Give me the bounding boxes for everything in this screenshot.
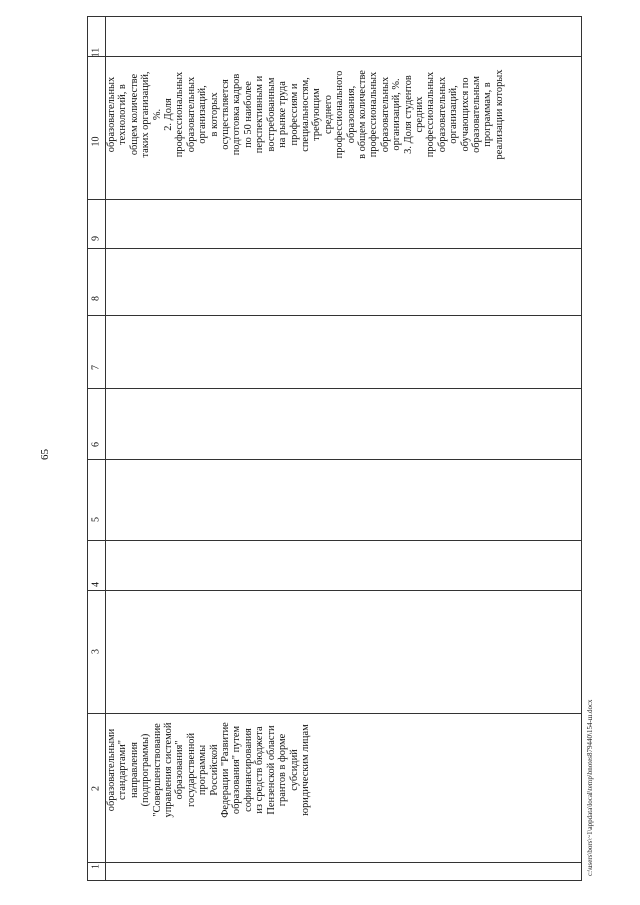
cell-text-line: образовательных — [436, 76, 448, 153]
cell-text-line: софинансирования — [242, 728, 254, 812]
cell-text-line: образования" — [174, 740, 186, 800]
column-divider — [87, 315, 582, 316]
cell-text-line: 3. Доля студентов — [402, 75, 414, 154]
cell-text-line: юридическим лицам — [299, 724, 311, 816]
cell-text-line: обучающихся по — [459, 77, 471, 152]
cell-text-line: в которых — [208, 92, 220, 137]
cell-text-line: Федерации "Развитие — [220, 722, 232, 818]
cell-text-line: востребованным — [265, 77, 277, 152]
cell-text-line: на рынке труда — [277, 81, 289, 148]
footer-file-path: c:\users\bors\~1\appdata\local\temp\bnotes879440\154-ш.docx — [586, 699, 594, 876]
cell-text-line: образовательных — [185, 76, 197, 153]
cell-text-line: таких организаций, — [140, 71, 152, 158]
column-divider — [87, 199, 582, 200]
column-divider — [87, 388, 582, 389]
cell-text-line: подготовка кадров — [231, 73, 243, 156]
page-number: 65 — [39, 449, 51, 460]
cell-text-line: из средств бюджета — [254, 726, 266, 814]
cell-text-line: программы — [197, 744, 209, 796]
cell-text-line: "Совершенствование — [151, 723, 163, 817]
cell-text-line: программам, в — [482, 82, 494, 147]
cell-text-line: образовательными — [106, 728, 117, 812]
cell-text-line: организаций, — [448, 85, 460, 144]
cell-text-line: 2. Доля — [163, 98, 175, 131]
table-border-top — [87, 16, 582, 17]
cell-text-line: профессиям и — [288, 83, 300, 146]
cell-text-line: специальностям, — [299, 77, 311, 152]
column-divider — [87, 248, 582, 249]
cell-text-line: среднего — [322, 95, 334, 134]
cell-text-line: реализации которых — [493, 69, 505, 160]
cell-text-line: общем количестве — [128, 73, 140, 156]
cell-text-line: по 50 наиболее — [242, 81, 254, 148]
cell-text-line: образовательных — [379, 76, 391, 153]
cell-text-line: в общем количестве — [356, 70, 368, 159]
cell-text-line: организаций, %. — [391, 78, 403, 151]
cell-text-line: профессионального — [334, 70, 346, 159]
column-10-cell-text — [106, 44, 505, 185]
cell-text-line: управления системой — [163, 722, 175, 818]
cell-text-line: %. — [151, 108, 163, 121]
cell-text-line: профессиональных — [425, 71, 437, 158]
column-divider — [87, 590, 582, 591]
column-divider — [87, 540, 582, 541]
cell-text-line: субсидий — [288, 749, 300, 791]
table-border-left — [87, 16, 88, 881]
cell-text-line: профессиональных — [174, 71, 186, 158]
column-2-cell-text — [106, 700, 311, 840]
cell-text-line: Российской — [208, 744, 220, 796]
cell-text-line: образования" путем — [231, 725, 243, 815]
cell-text-line: средних — [413, 96, 425, 133]
cell-text-line: грантов в форме — [277, 733, 289, 807]
cell-text-line: перспективным и — [254, 75, 266, 154]
cell-text-line: профессиональных — [368, 71, 380, 158]
cell-text-line: образовательным — [471, 76, 482, 153]
cell-text-line: (подпрограммы) — [140, 733, 152, 807]
cell-text-line: организаций, — [197, 85, 209, 144]
cell-text-line: государственной — [185, 732, 197, 808]
cell-text-line: направления — [128, 742, 140, 798]
cell-text-line: осуществляется — [220, 79, 232, 150]
cell-text-line: технологий, в — [117, 84, 129, 145]
column-divider — [87, 862, 582, 863]
table-border-right — [581, 16, 582, 881]
table-border-bottom — [87, 880, 582, 881]
cell-text-line: образовательных — [106, 76, 117, 153]
column-divider — [87, 459, 582, 460]
cell-text-line: образования, — [345, 85, 357, 144]
cell-text-line: стандартами" — [117, 739, 129, 801]
cell-text-line: требующим — [311, 88, 323, 141]
cell-text-line: Пензенской области — [265, 725, 277, 815]
